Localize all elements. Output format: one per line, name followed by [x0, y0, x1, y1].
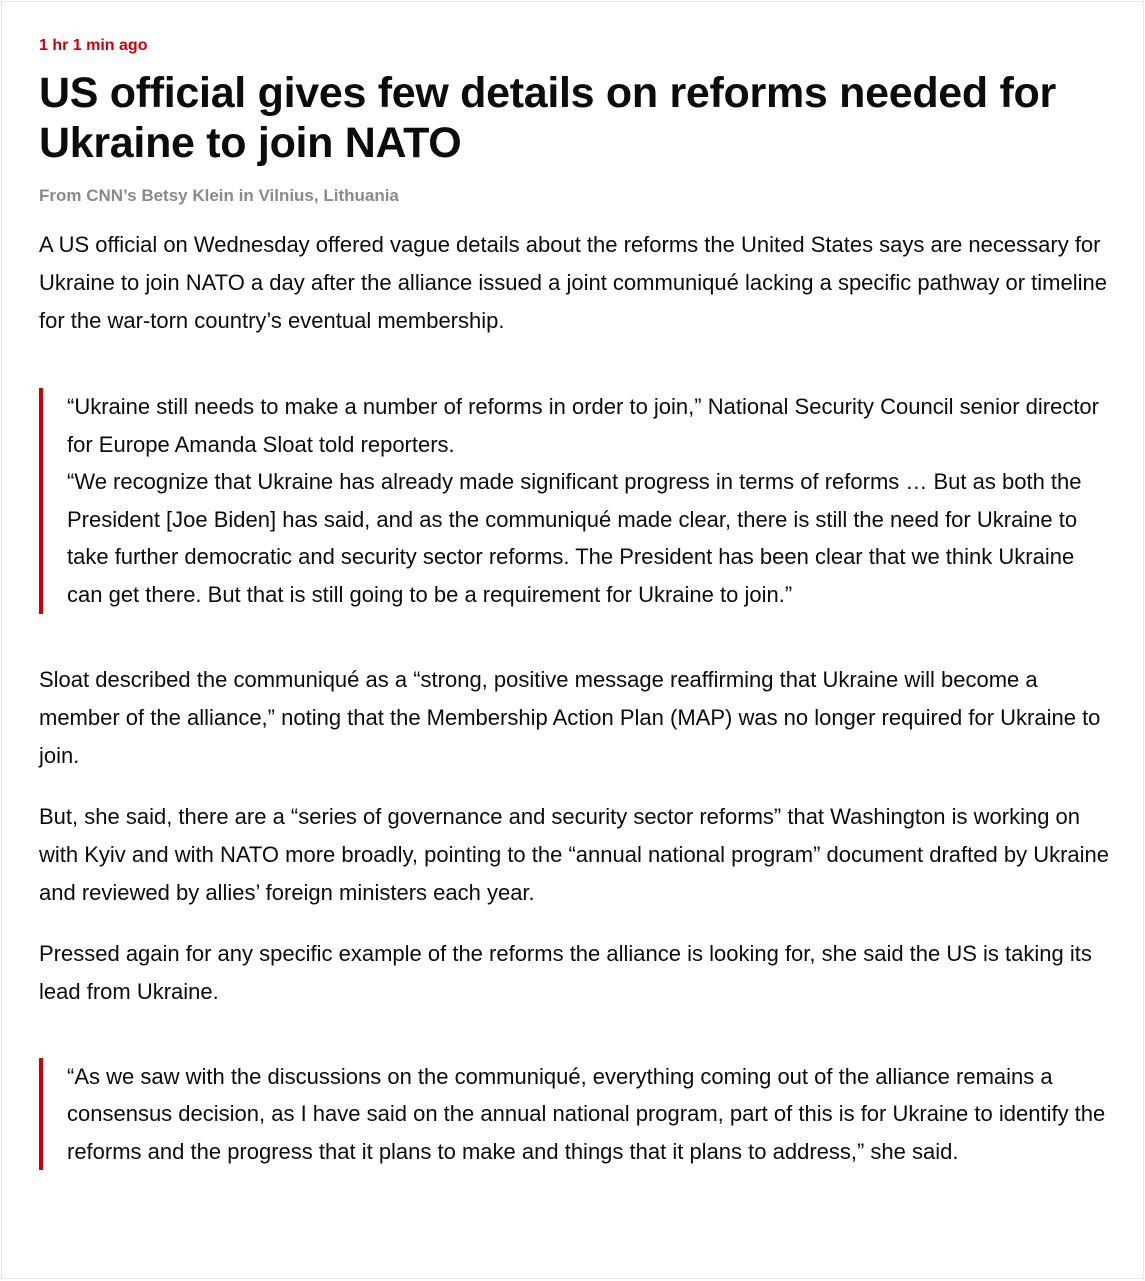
quote-1-line-1: “Ukraine still needs to make a number of reforms in order to join,” National Security Council senior director for Europe Amanda Sloat told reporters.	[67, 394, 1099, 457]
quote-2-line-1: “As we saw with the discussions on the communiqué, everything coming out of the alliance remains a consensus decision, as I have said on the annual national program, part of this is for Ukraine to identify the reforms and the progress that it plans to make and things that it plans to address,” she said.	[67, 1063, 1106, 1164]
body-paragraph-2: Sloat described the communiqué as a “strong, positive message reaffirming that Ukraine will become a member of the alliance,” noting that the Membership Action Plan (MAP) was no longer required for Ukraine to join.	[39, 666, 1101, 768]
post-byline: From CNN’s Betsy Klein in Vilnius, Lithuania	[39, 186, 399, 205]
live-update-card	[1, 1, 1144, 1279]
body-paragraph-3: But, she said, there are a “series of governance and security sector reforms” that Washington is working on with Kyiv and with NATO more broadly, pointing to the “annual national program” document drafted by Ukraine and reviewed by allies’ foreign ministers each year.	[39, 803, 1109, 905]
pull-quote-1	[39, 388, 1114, 614]
body-paragraph-4: Pressed again for any specific example of the reforms the alliance is looking for, she said the US is taking its lead from Ukraine.	[39, 940, 1092, 1004]
pull-quote-2	[39, 1058, 1114, 1171]
live-post	[39, 36, 1114, 1170]
post-timestamp[interactable]: 1 hr 1 min ago	[39, 37, 148, 54]
post-headline: US official gives few details on reforms needed for Ukraine to join NATO	[39, 69, 1056, 167]
quote-1-line-2: “We recognize that Ukraine has already made significant progress in terms of reforms … But as both the President [Joe Biden] has said, and as the communiqué made clear, there is still the need for Ukraine to take further democratic and security sector reforms. The President has been clear that we think Ukraine can get there. But that is still going to be a requirement for Ukraine to join.”	[67, 469, 1082, 607]
body-paragraph-1: A US official on Wednesday offered vague details about the reforms the United States says are necessary for Ukraine to join NATO a day after the alliance issued a joint communiqué lacking a specific pathway or timeline for the war-torn country’s eventual membership.	[39, 232, 1107, 333]
